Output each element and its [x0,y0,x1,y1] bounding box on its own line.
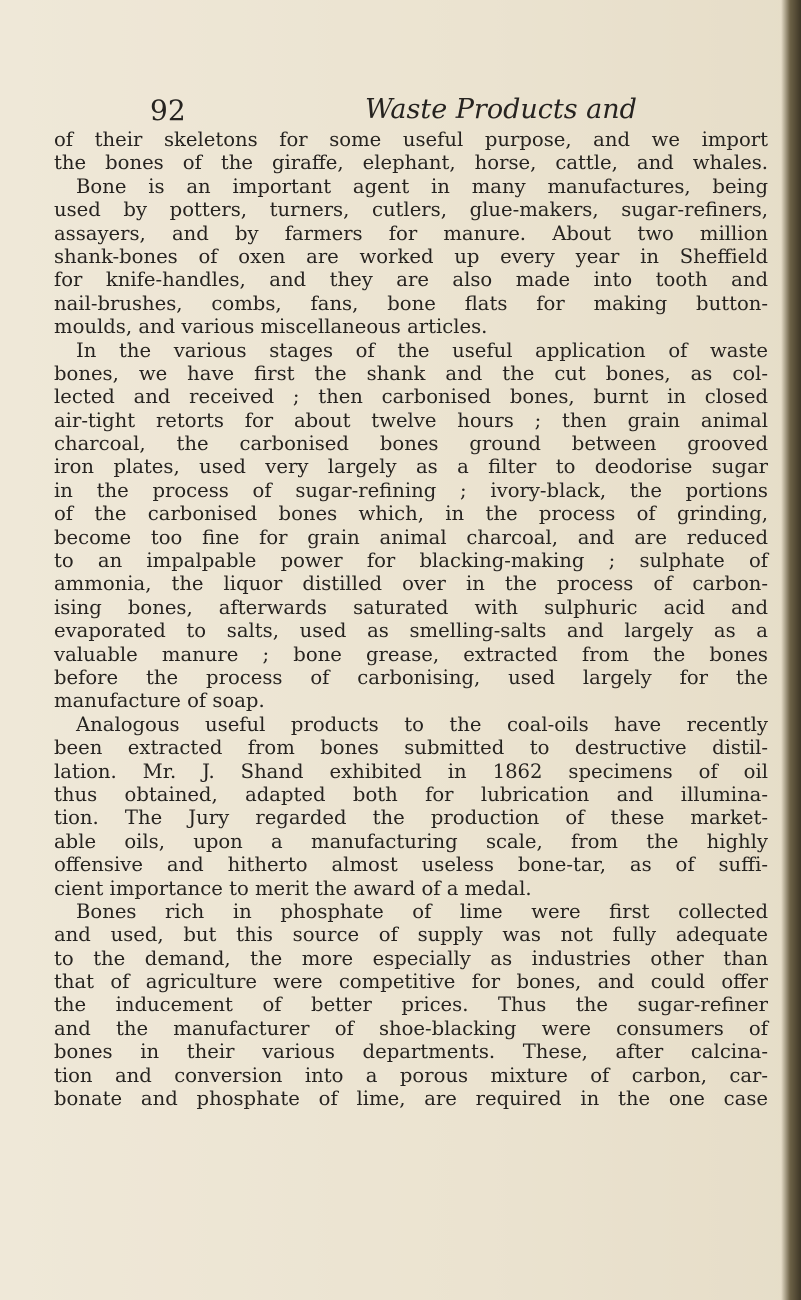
text-line: to an impalpable power for blacking-making ; sulphate of [54,549,768,573]
text-line: evaporated to salts, used as smelling-salts and largely as a [54,619,768,643]
page-number: 92 [150,94,186,127]
text-line: to the demand, the more especially as industries other than [54,946,768,970]
text-line: lation. Mr. J. Shand exhibited in 1862 specimens of oil [54,759,768,783]
text-line: ising bones, afterwards saturated with sulphuric acid and [54,595,768,619]
text-line: Bone is an important agent in many manufactures, being [76,174,768,198]
text-line: thus obtained, adapted both for lubrication and illumina- [54,782,768,806]
text-line: nail-brushes, combs, fans, bone flats for making button- [54,291,768,315]
text-line: and used, but this source of supply was not fully adequate [54,923,768,947]
text-line: bones, we have first the shank and the cut bones, as col- [54,361,768,385]
text-line: and the manufacturer of shoe-blacking were consumers of [54,1016,768,1040]
text-line: able oils, upon a manufacturing scale, from the highly [54,829,768,853]
text-line: assayers, and by farmers for manure. About two million [54,221,768,245]
text-line: become too fine for grain animal charcoal, and are reduced [54,525,768,549]
text-line: of their skeletons for some useful purpose, and we import [54,128,768,151]
text-line: Bones rich in phosphate of lime were first collected [76,899,768,923]
text-line: iron plates, used very largely as a filter to deodorise sugar [54,455,768,479]
text-line: cient importance to merit the award of a medal. [54,876,532,900]
text-line: before the process of carbonising, used largely for the [54,665,768,689]
text-line: offensive and hitherto almost useless bone-tar, as of suffi- [54,853,768,877]
text-line: ammonia, the liquor distilled over in the process of carbon- [54,572,768,596]
text-line: manufacture of soap. [54,689,265,713]
text-line: air-tight retorts for about twelve hours ; then grain animal [54,408,768,432]
body-text [54,128,768,1110]
text-line: shank-bones of oxen are worked up every year in Sheffield [54,244,768,268]
text-line: been extracted from bones submitted to destructive distil- [54,736,768,760]
running-head: Waste Products and [365,94,637,125]
text-line: valuable manure ; bone grease, extracted from the bones [54,642,768,666]
text-line: charcoal, the carbonised bones ground between grooved [54,432,768,456]
text-line: tion and conversion into a porous mixture of carbon, car- [54,1063,768,1087]
text-line: for knife-handles, and they are also made into tooth and [54,268,768,292]
text-line: lected and received ; then carbonised bones, burnt in closed [54,385,768,409]
text-line: tion. The Jury regarded the production of these market- [54,806,768,830]
text-line: the inducement of better prices. Thus the sugar-refiner [54,993,768,1017]
text-line: bones in their various departments. These, after calcina- [54,1040,768,1064]
text-line: used by potters, turners, cutlers, glue-makers, sugar-refiners, [54,198,768,222]
page-edge-shadow [781,0,801,1300]
text-line: Analogous useful products to the coal-oils have recently [76,712,768,736]
text-line: the bones of the giraffe, elephant, horse, cattle, and whales. [54,151,768,175]
text-line: of the carbonised bones which, in the process of grinding, [54,502,768,526]
text-line: that of agriculture were competitive for bones, and could offer [54,970,768,994]
text-line: moulds, and various miscellaneous articles. [54,315,488,339]
text-line: In the various stages of the useful application of waste [76,338,768,362]
text-line: in the process of sugar-refining ; ivory-black, the portions [54,478,768,502]
text-line: bonate and phosphate of lime, are required in the one case [54,1087,768,1111]
